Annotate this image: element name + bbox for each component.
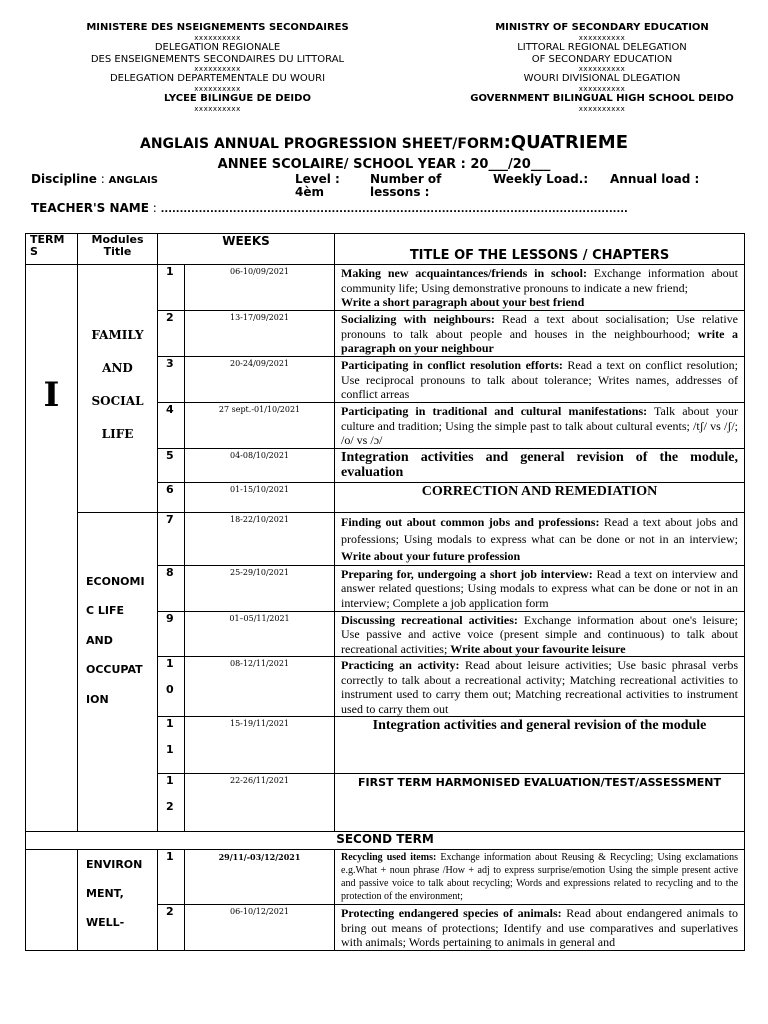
divisional-delegation-en: WOURI DIVISIONAL DLEGATION xyxy=(523,73,681,85)
header-weeks: WEEKS xyxy=(158,234,335,265)
lesson-cell: FIRST TERM HARMONISED EVALUATION/TEST/ASSESSMENT xyxy=(335,774,745,832)
week-dates: 27 sept.-01/10/2021 xyxy=(185,403,335,449)
week-dates: 22-26/11/2021 xyxy=(185,774,335,832)
week-number: 8 xyxy=(158,565,185,611)
divisional-delegation-fr: DELEGATION DEPARTEMENTALE DU WOURI xyxy=(109,73,326,85)
separator: xxxxxxxxxx xyxy=(578,85,626,94)
lesson-cell: Recycling used items: Exchange information about Reusing & Recycling; Using exclamations e.g.What + noun phrase /How + adj to express surprise/emotion Using the simple present active and passive voice to talk about recycling; Words and expressions related to recycling and to the protection of the environment; xyxy=(335,850,745,905)
separator: xxxxxxxxxx xyxy=(194,33,241,42)
page-title xyxy=(0,132,768,153)
annual-load: Annual load : xyxy=(610,172,700,186)
week-number: 6 xyxy=(158,482,185,512)
week-dates: 18-22/10/2021 xyxy=(185,512,335,565)
week-dates: 01–05/11/2021 xyxy=(185,611,335,657)
table-header-row xyxy=(26,234,745,265)
lesson-cell: Preparing for, undergoing a short job interview: Read a text on interview and answer related questions; Using modals to express what can be done or not in an interview; Complete a job application form xyxy=(335,565,745,611)
regional-delegation-en: LITTORAL REGIONAL DELEGATION xyxy=(517,41,687,53)
lesson-cell: Integration activities and general revision of the module, evaluation xyxy=(335,448,745,482)
regional-delegation-en-2: OF SECONDARY EDUCATION xyxy=(531,53,673,65)
week-number: 4 xyxy=(158,403,185,449)
discipline-label: Discipline xyxy=(31,172,97,186)
lesson-cell: Participating in conflict resolution efforts: Read a text on conflict resolution; Use reciprocal pronouns to talk about tolerance; Writes names, addresses of conflict arreas xyxy=(335,357,745,403)
week-number: 1 2 xyxy=(158,774,185,832)
week-number: 2 xyxy=(158,311,185,357)
term-number-empty xyxy=(26,850,78,951)
progression-table xyxy=(25,233,745,951)
level-label: Level : xyxy=(295,172,340,186)
week-number: 1 xyxy=(158,265,185,311)
level xyxy=(295,173,340,199)
title-level: :QUATRIEME xyxy=(503,132,629,153)
lessons-label-1: Number of xyxy=(370,172,442,186)
lesson-cell: Integration activities and general revision of the module xyxy=(335,717,745,774)
week-dates: 01-15/10/2021 xyxy=(185,482,335,512)
header-lesson-titles: TITLE OF THE LESSONS / CHAPTERS xyxy=(335,234,745,265)
regional-delegation-fr: DELEGATION REGIONALE xyxy=(154,41,281,53)
week-number: 1 0 xyxy=(158,657,185,717)
week-dates: 04-08/10/2021 xyxy=(185,448,335,482)
table-row xyxy=(26,832,745,850)
teacher-dots: ........................................................................................................................... xyxy=(160,204,628,215)
lesson-cell: Participating in traditional and cultural manifestations: Talk about your culture and tradition; Using the simple past to talk about cultural events; /tʃ/ vs /ʃ/; /o/ vs /ɔ/ xyxy=(335,403,745,449)
separator: xxxxxxxxxx xyxy=(578,33,626,42)
term-number: I xyxy=(26,265,78,832)
header-left xyxy=(70,22,365,113)
lesson-cell: Discussing recreational activities: Exchange information about one's leisure; Use passive and active voice (present simple and continuous) to talk about recreational activities; Write about your favourite leisure xyxy=(335,611,745,657)
week-dates: 25-29/10/2021 xyxy=(185,565,335,611)
table-row xyxy=(26,512,745,565)
teacher-sep: : xyxy=(148,201,161,215)
week-dates: 06-10/09/2021 xyxy=(185,265,335,311)
lesson-cell: Protecting endangered species of animals: Read about endangered animals to bring out means of protections; Identify and use comparatives and superlatives with animals; Words pertaining to animals in general and xyxy=(335,905,745,951)
discipline-value: ANGLAIS xyxy=(108,175,158,186)
week-number: 1 xyxy=(158,850,185,905)
table-row xyxy=(26,850,745,905)
header-modules: Modules Title xyxy=(78,234,158,265)
week-number: 2 xyxy=(158,905,185,951)
week-number: 9 xyxy=(158,611,185,657)
separator: xxxxxxxxxx xyxy=(578,104,626,113)
week-number: 5 xyxy=(158,448,185,482)
week-dates: 08-12/11/2021 xyxy=(185,657,335,717)
second-term-heading: SECOND TERM xyxy=(26,832,745,850)
number-of-lessons xyxy=(370,173,441,199)
weekly-load: Weekly Load.: xyxy=(493,172,589,186)
module-environment: ENVIRON MENT, WELL- xyxy=(78,850,158,951)
regional-delegation-fr-2: DES ENSEIGNEMENTS SECONDAIRES DU LITTORAL xyxy=(90,53,345,65)
school-name-en: GOVERNMENT BILINGUAL HIGH SCHOOL DEIDO xyxy=(470,93,734,105)
teacher-label: TEACHER'S NAME xyxy=(31,201,149,215)
module-family-social-life: FAMILY AND SOCIAL LIFE xyxy=(78,265,158,513)
lesson-cell: Making new acquaintances/friends in school: Exchange information about community life; Using demonstrative pronouns to indicate a new friend; Write a short paragraph about your best friend xyxy=(335,265,745,311)
separator: xxxxxxxxxx xyxy=(194,104,241,113)
week-dates: 29/11/-03/12/2021 xyxy=(185,850,335,905)
ministry-fr: MINISTERE DES NSEIGNEMENTS SECONDAIRES xyxy=(86,22,349,33)
school-name-fr: LYCEE BILINGUE DE DEIDO xyxy=(164,93,311,105)
discipline-sep: : xyxy=(96,172,109,186)
week-dates: 20-24/09/2021 xyxy=(185,357,335,403)
week-dates: 13-17/09/2021 xyxy=(185,311,335,357)
title-main: ANGLAIS ANNUAL PROGRESSION SHEET/FORM xyxy=(139,136,504,152)
lesson-cell: Finding out about common jobs and professions: Read a text about jobs and professions; Using modals to express what can be done or not in an interview; Write about your future profession xyxy=(335,512,745,565)
header-terms: TERM S xyxy=(26,234,78,265)
lessons-label-2: lessons : xyxy=(370,185,430,199)
lesson-cell: Socializing with neighbours: Read a text about socialisation; Use relative pronouns to talk about people and houses in the neighbourhood; write a paragraph on your neighbour xyxy=(335,311,745,357)
lesson-cell: Practicing an activity: Read about leisure activities; Use basic phrasal verbs correctly to talk about a recreational activity; Matching recreational activities to instrument used to carry them out; Matching recreational activities to instrument used to carry them out xyxy=(335,657,745,717)
week-number: 3 xyxy=(158,357,185,403)
header-right xyxy=(462,22,742,113)
module-economic-life: ECONOMI C LIFE AND OCCUPAT ION xyxy=(78,512,158,832)
separator: xxxxxxxxxx xyxy=(194,85,241,94)
lesson-cell: CORRECTION AND REMEDIATION xyxy=(335,482,745,512)
ministry-en: MINISTRY OF SECONDARY EDUCATION xyxy=(495,22,709,33)
teacher-name xyxy=(31,201,628,215)
discipline xyxy=(31,173,158,187)
school-year: ANNEE SCOLAIRE/ SCHOOL YEAR : 20___/20___ xyxy=(217,157,551,172)
week-number: 1 1 xyxy=(158,717,185,774)
separator: xxxxxxxxxx xyxy=(578,65,626,74)
week-dates: 15-19/11/2021 xyxy=(185,717,335,774)
table-row xyxy=(26,265,745,311)
week-dates: 06-10/12/2021 xyxy=(185,905,335,951)
level-value: 4èm xyxy=(295,185,324,199)
week-number: 7 xyxy=(158,512,185,565)
separator: xxxxxxxxxx xyxy=(194,65,241,74)
